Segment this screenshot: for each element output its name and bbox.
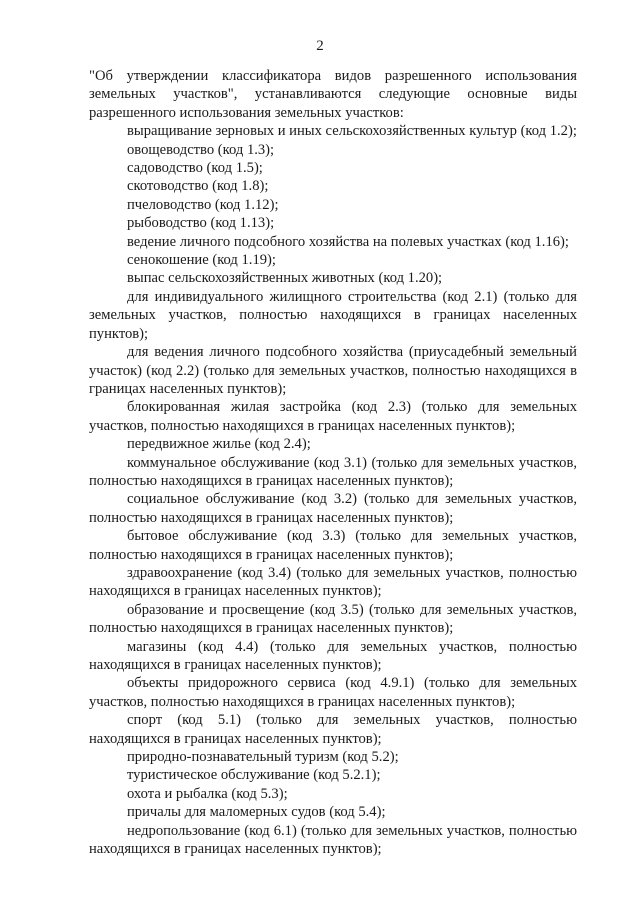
list-item: для индивидуального жилищного строительства (код 2.1) (только для земельных участков, полностью находящихся в границах населенных пунктов); xyxy=(89,288,577,342)
list-item: овощеводство (код 1.3); xyxy=(127,141,275,158)
list-item: природно-познавательный туризм (код 5.2); xyxy=(127,749,399,766)
list-item: спорт (код 5.1) (только для земельных участков, полностью находящихся в границах населенных пунктов); xyxy=(89,712,577,747)
list-item: блокированная жилая застройка (код 2.3) (только для земельных участков, полностью находящихся в границах населенных пунктов); xyxy=(89,399,577,434)
intro-paragraph: "Об утверждении классификатора видов разрешенного использования земельных участков", устанавливаются следующие основные виды разрешенного использования земельных участков: xyxy=(89,68,577,121)
list-item: образование и просвещение (код 3.5) (только для земельных участков, полностью находящихся в границах населенных пунктов); xyxy=(89,601,577,637)
list-item: социальное обслуживание (код 3.2) (только для земельных участков, полностью находящихся в границах населенных пунктов); xyxy=(89,491,577,526)
list-item: объекты придорожного сервиса (код 4.9.1) (только для земельных участков, полностью находящихся в границах населенных пунктов); xyxy=(89,675,577,710)
list-item: скотоводство (код 1.8); xyxy=(127,178,269,195)
list-item: магазины (код 4.4) (только для земельных участков, полностью находящихся в границах населенных пунктов); xyxy=(89,638,577,673)
list-item: недропользование (код 6.1) (только для земельных участков, полностью находящихся в границах населенных пунктов); xyxy=(89,822,577,858)
list-item: для ведения личного подсобного хозяйства (приусадебный земельный участок) (код 2.2) (только для земельных участков, полностью находящихся в границах населенных пунктов); xyxy=(89,344,577,397)
document-body xyxy=(89,67,577,858)
list-item: рыбоводство (код 1.13); xyxy=(127,215,275,232)
list-item: здравоохранение (код 3.4) (только для земельных участков, полностью находящихся в границах населенных пунктов); xyxy=(89,564,577,600)
list-item: причалы для маломерных судов (код 5.4); xyxy=(127,804,386,821)
list-item: бытовое обслуживание (код 3.3) (только для земельных участков, полностью находящихся в границах населенных пунктов); xyxy=(89,528,577,563)
list-item: туристическое обслуживание (код 5.2.1); xyxy=(127,767,381,784)
list-item: охота и рыбалка (код 5.3); xyxy=(127,785,288,802)
list-item: пчеловодство (код 1.12); xyxy=(127,196,279,213)
list-item: передвижное жилье (код 2.4); xyxy=(127,436,311,453)
list-item: садоводство (код 1.5); xyxy=(127,160,263,177)
list-item: сенокошение (код 1.19); xyxy=(127,252,276,269)
list-item: выпас сельскохозяйственных животных (код 1.20); xyxy=(127,270,443,287)
page-number: 2 xyxy=(316,38,324,54)
list-item: ведение личного подсобного хозяйства на полевых участках (код 1.16); xyxy=(127,233,569,250)
list-item: коммунальное обслуживание (код 3.1) (только для земельных участков, полностью находящихся в границах населенных пунктов); xyxy=(89,454,577,489)
list-item: выращивание зерновых и иных сельскохозяйственных культур (код 1.2); xyxy=(127,123,577,140)
